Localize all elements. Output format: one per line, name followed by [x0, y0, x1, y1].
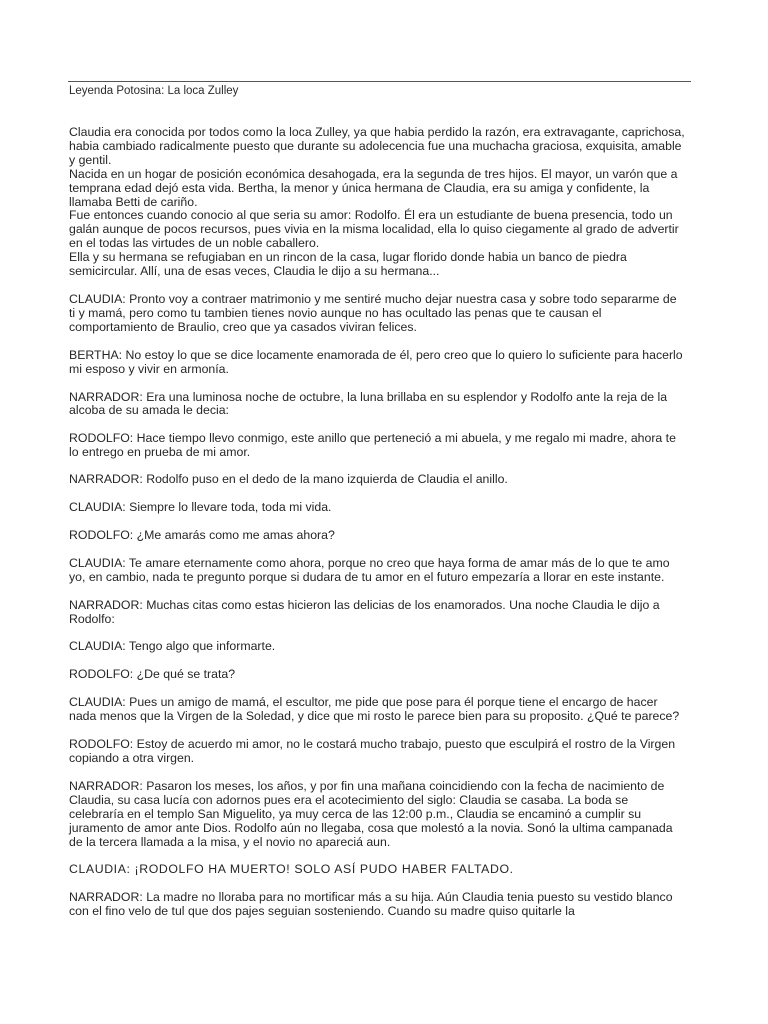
dialogue-line: CLAUDIA: Tengo algo que informarte. — [69, 639, 276, 654]
dialogue-line: CLAUDIA: Te amare eternamente como ahora, porque no creo que haya forma de amar más de lo que te amo yo, en cambio, nada te pregunto porque si dudara de tu amor en el futuro empezaría a llorar en este instante. — [69, 555, 670, 584]
dialogue-line: RODOLFO: ¿De qué se trata? — [69, 667, 236, 682]
paragraph-intro-1: Claudia era conocida por todos como la loca Zulley, ya que habia perdido la razón, era extravagante, caprichosa, habia cambiado radicalmente puesto que durante su adolecencia fue una muchacha graciosa, exquisita, amable y gentil. — [69, 125, 685, 167]
paragraph-intro-2: Nacida en un hogar de posición económica desahogada, era la segunda de tres hijos. El mayor, un varón que a temprana edad dejó esta vida. Bertha, la menor y única hermana de Claudia, era su amiga y confidente, la llamaba Betti de cariño. — [69, 166, 678, 209]
paragraph-intro-4: Ella y su hermana se refugiaban en un rincon de la casa, lugar florido donde habia un banco de piedra semicircular. Allí, una de esas veces, Claudia le dijo a su hermana... — [69, 250, 627, 279]
dialogue-line: NARRADOR: Era una luminosa noche de octubre, la luna brillaba en su esplendor y Rodolfo ante la reja de la alcoba de su amada le decia: — [69, 389, 668, 418]
dialogue-line: RODOLFO: ¿Me amarás como me amas ahora? — [69, 527, 335, 542]
header-rule — [68, 81, 691, 82]
document-body — [69, 126, 685, 919]
dialogue-line: NARRADOR: La madre no lloraba para no mortificar más a su hija. Aún Claudia tenia puesto su vestido blanco con el fino velo de tul que dos pajes seguian sosteniendo. Cuando su madre quiso quitarle la — [69, 890, 673, 919]
dialogue-line: CLAUDIA: Pues un amigo de mamá, el escultor, me pide que pose para él porque tiene el encargo de hacer nada menos que la Virgen de la Soledad, y dice que mi rosto le parece bien para su proposito. ¿Qué te parece? — [69, 695, 680, 724]
dialogue-line: RODOLFO: Hace tiempo llevo conmigo, este anillo que perteneció a mi abuela, y me regalo mi madre, ahora te lo entrego en prueba de mi amor. — [69, 431, 676, 460]
dialogue-line: NARRADOR: Rodolfo puso en el dedo de la mano izquierda de Claudia el anillo. — [69, 472, 508, 487]
dialogue-line: NARRADOR: Muchas citas como estas hicieron las delicias de los enamorados. Una noche Claudia le dijo a Rodolfo: — [69, 597, 660, 626]
dialogue-line: CLAUDIA: Siempre lo llevare toda, toda mi vida. — [69, 500, 332, 515]
document-title: Leyenda Potosina: La loca Zulley — [69, 85, 239, 97]
dialogue-line: BERTHA: No estoy lo que se dice locamente enamorada de él, pero creo que lo quiero lo suficiente para hacerlo mi esposo y vivir en armonía. — [69, 347, 683, 376]
dialogue-line: CLAUDIA: Pronto voy a contraer matrimonio y me sentiré mucho dejar nuestra casa y sobre todo separarme de ti y mamá, pero como tu tambien tienes novio aunque no has ocultado las penas que te causan el comportamiento de Braulio, creo que ya casados viviran felices. — [69, 291, 677, 334]
paragraph-intro-3: Fue entonces cuando conocio al que seria su amor: Rodolfo. Él era un estudiante de buena presencia, todo un galán aunque de pocos recursos, pues vivia en la misma localidad, ella lo quiso ciegamente al grado de advertir en el todas las virtudes de un noble caballero. — [69, 208, 679, 251]
dialogue-line: NARRADOR: Pasaron los meses, los años, y por fin una mañana coincidiendo con la fecha de nacimiento de Claudia, su casa lucía con adornos pues era el acotecimiento del siglo: Claudia se casaba. La boda se celebraría en el templo San Miguelito, ya muy cerca de las 12:00 p.m., Claudia se encaminó a cumplir su juramento de amor ante Dios. Rodolfo aún no llegaba, cosa que molestó a la novia. Sonó la ultima campanada de la tercera llamada a la misa, y el novio no apareciá aun. — [69, 778, 673, 849]
dialogue-line: CLAUDIA: ¡RODOLFO HA MUERTO! SOLO ASÍ PUDO HABER FALTADO. — [69, 862, 514, 877]
dialogue-line: RODOLFO: Estoy de acuerdo mi amor, no le costará mucho trabajo, puesto que esculpirá el rostro de la Virgen copiando a otra virgen. — [69, 737, 676, 765]
